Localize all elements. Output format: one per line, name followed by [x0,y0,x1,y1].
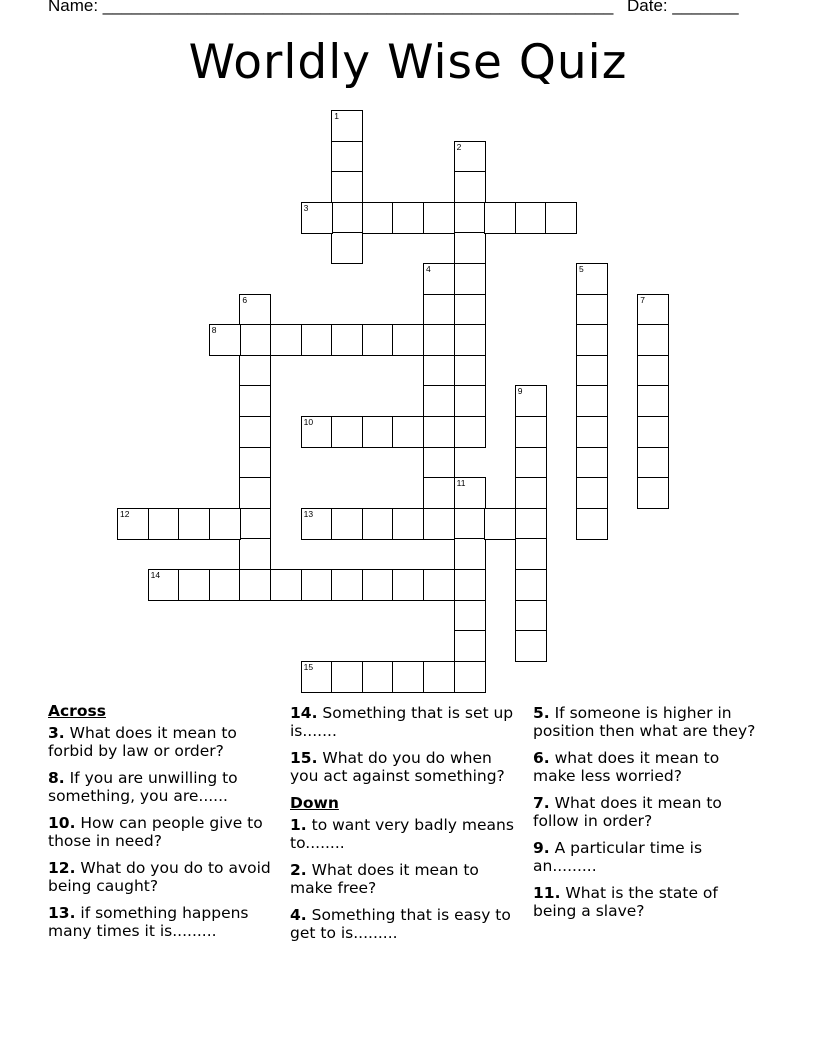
grid-cell[interactable] [301,324,333,356]
grid-cell[interactable] [239,477,271,509]
clue-text: What is the state of being a slave? [533,884,718,920]
clue-text: What does it mean to make free? [290,861,479,897]
grid-cell[interactable] [576,355,608,387]
grid-cell[interactable] [454,141,486,173]
grid-cell[interactable] [454,263,486,295]
grid-cell[interactable] [239,324,271,356]
grid-cell[interactable] [515,569,547,601]
clue-num: 15. [290,749,318,767]
grid-cell[interactable] [576,385,608,417]
grid-cell[interactable] [454,416,486,448]
clue-num: 14. [290,704,318,722]
clue-number: 6 [242,294,248,305]
grid-cell[interactable] [301,661,333,693]
clue-item [48,724,278,760]
clue-number: 9 [517,386,523,397]
clue-text: How can people give to those in need? [48,814,263,850]
grid-cell[interactable] [484,202,516,234]
clue-item [290,861,520,897]
grid-cell[interactable] [576,263,608,295]
grid-cell[interactable] [362,416,394,448]
grid-cell[interactable] [209,324,241,356]
grid-cell[interactable] [331,232,363,264]
clue-num: 2. [290,861,307,879]
grid-cell[interactable] [392,324,424,356]
grid-cell[interactable] [423,477,455,509]
grid-cell[interactable] [423,385,455,417]
grid-cell[interactable] [515,385,547,417]
grid-cell[interactable] [331,324,363,356]
grid-cell[interactable] [423,355,455,387]
clue-num: 9. [533,839,550,857]
grid-cell[interactable] [515,477,547,509]
grid-cell[interactable] [515,416,547,448]
grid-cell[interactable] [576,447,608,479]
grid-cell[interactable] [576,324,608,356]
grid-cell[interactable] [454,232,486,264]
clue-number: 8 [211,325,217,336]
clue-text: to want very badly means to........ [290,816,514,852]
clue-number: 12 [120,508,130,519]
grid-cell[interactable] [239,447,271,479]
clue-text: A particular time is an......... [533,839,703,875]
grid-cell[interactable] [331,416,363,448]
grid-cell[interactable] [454,294,486,326]
clue-number: 5 [579,264,584,274]
grid-cell[interactable] [576,508,608,540]
clue-number: 10 [303,417,314,427]
grid-cell[interactable] [454,202,486,234]
clues-column-1 [48,700,278,949]
grid-cell[interactable] [545,202,577,234]
clue-item [290,816,520,852]
clue-num: 11. [533,884,561,902]
grid-cell[interactable] [454,477,486,509]
grid-cell[interactable] [423,294,455,326]
grid-cell[interactable] [392,202,424,234]
grid-cell[interactable] [362,324,394,356]
grid-cell[interactable] [331,661,363,693]
clue-item [533,884,763,920]
grid-cell[interactable] [515,447,547,479]
down-heading: Down [290,794,339,812]
grid-cell[interactable] [117,508,149,540]
grid-cell[interactable] [515,202,547,234]
clue-text: if something happens many times it is......... [48,904,249,940]
grid-cell[interactable] [148,569,180,601]
clue-num: 4. [290,906,307,924]
clue-item [290,906,520,942]
clue-item [533,794,763,830]
grid-cell[interactable] [301,416,333,448]
page-title: Worldly Wise Quiz [188,35,628,90]
grid-cell[interactable] [148,508,180,540]
clue-number: 11 [456,478,466,489]
grid-cell[interactable] [454,355,486,387]
grid-cell[interactable] [454,630,486,662]
grid-cell[interactable] [331,141,363,173]
grid-cell[interactable] [301,569,333,601]
grid-cell[interactable] [423,661,455,693]
grid-cell[interactable] [515,600,547,632]
clue-text: Something that is set up is....... [290,704,514,740]
grid-cell[interactable] [576,294,608,326]
grid-cell[interactable] [331,202,363,234]
grid-cell[interactable] [454,661,486,693]
grid-cell[interactable] [454,569,486,601]
clue-number: 1 [334,111,339,121]
grid-cell[interactable] [301,508,333,540]
grid-cell[interactable] [576,416,608,448]
grid-cell[interactable] [515,508,547,540]
grid-cell[interactable] [515,538,547,570]
clue-num: 5. [533,704,550,722]
grid-cell[interactable] [423,202,455,234]
clue-number: 13 [303,508,314,519]
grid-cell[interactable] [423,447,455,479]
clue-text: What does it mean to forbid by law or order? [48,724,237,760]
grid-cell[interactable] [576,477,608,509]
grid-cell[interactable] [331,569,363,601]
clue-item [290,749,520,785]
clue-num: 6. [533,749,550,767]
grid-cell[interactable] [423,416,455,448]
grid-cell[interactable] [239,538,271,570]
grid-cell[interactable] [392,416,424,448]
clues-column-3 [533,700,763,929]
clue-text: Something that is easy to get to is......... [290,906,511,942]
grid-cell[interactable] [637,385,669,417]
clue-num: 12. [48,859,76,877]
grid-cell[interactable] [239,508,271,540]
grid-cell[interactable] [637,324,669,356]
grid-cell[interactable] [423,263,455,295]
grid-cell[interactable] [484,508,516,540]
grid-cell[interactable] [637,294,669,326]
clue-num: 13. [48,904,76,922]
clue-num: 8. [48,769,65,787]
grid-cell[interactable] [362,202,394,234]
grid-cell[interactable] [178,508,210,540]
date-blank[interactable]: _______ [672,0,739,15]
name-blank[interactable]: ______________________________________________________ [102,0,614,15]
grid-cell[interactable] [637,477,669,509]
clue-item [48,859,278,895]
grid-cell[interactable] [454,538,486,570]
clue-number: 14 [150,570,161,580]
grid-cell[interactable] [270,569,302,601]
grid-cell[interactable] [454,324,486,356]
clue-item [48,814,278,850]
name-label: Name: [48,0,103,15]
grid-cell[interactable] [454,508,486,540]
grid-cell[interactable] [239,294,271,326]
clue-item [533,749,763,785]
grid-cell[interactable] [423,569,455,601]
clue-text: What does it mean to follow in order? [533,794,722,830]
clue-text: If you are unwilling to something, you are...... [48,769,238,805]
grid-cell[interactable] [362,508,394,540]
clue-number: 15 [303,661,314,672]
grid-cell[interactable] [209,508,241,540]
clue-item [290,704,520,740]
grid-cell[interactable] [301,202,333,234]
grid-cell[interactable] [392,508,424,540]
grid-cell[interactable] [392,569,424,601]
grid-cell[interactable] [515,630,547,662]
clue-number: 7 [640,294,645,305]
clue-number: 2 [456,141,462,152]
clue-text: What do you do when you act against something? [290,749,505,785]
grid-cell[interactable] [637,447,669,479]
grid-cell[interactable] [239,416,271,448]
across-heading: Across [48,702,106,720]
grid-cell[interactable] [454,385,486,417]
grid-cell[interactable] [637,416,669,448]
grid-cell[interactable] [362,661,394,693]
clue-item [48,904,278,940]
clue-num: 10. [48,814,76,832]
date-label: Date: [627,0,673,15]
grid-cell[interactable] [637,355,669,387]
clue-num: 3. [48,724,65,742]
clues-column-2 [290,700,520,951]
clue-text: what does it mean to make less worried? [533,749,720,785]
grid-cell[interactable] [454,171,486,203]
clue-number: 4 [426,264,431,274]
grid-cell[interactable] [362,569,394,601]
clue-number: 3 [303,202,309,213]
grid-cell[interactable] [331,110,363,142]
grid-cell[interactable] [331,508,363,540]
clue-text: If someone is higher in position then what are they? [533,704,756,740]
clue-num: 1. [290,816,307,834]
grid-cell[interactable] [270,324,302,356]
grid-cell[interactable] [239,385,271,417]
clue-item [48,769,278,805]
clue-item [533,704,763,740]
grid-cell[interactable] [454,600,486,632]
clue-item [533,839,763,875]
clue-text: What do you do to avoid being caught? [48,859,271,895]
clue-num: 7. [533,794,550,812]
grid-cell[interactable] [239,569,271,601]
grid-cell[interactable] [331,171,363,203]
grid-cell[interactable] [423,324,455,356]
grid-cell[interactable] [178,569,210,601]
grid-cell[interactable] [239,355,271,387]
grid-cell[interactable] [209,569,241,601]
grid-cell[interactable] [392,661,424,693]
grid-cell[interactable] [423,508,455,540]
